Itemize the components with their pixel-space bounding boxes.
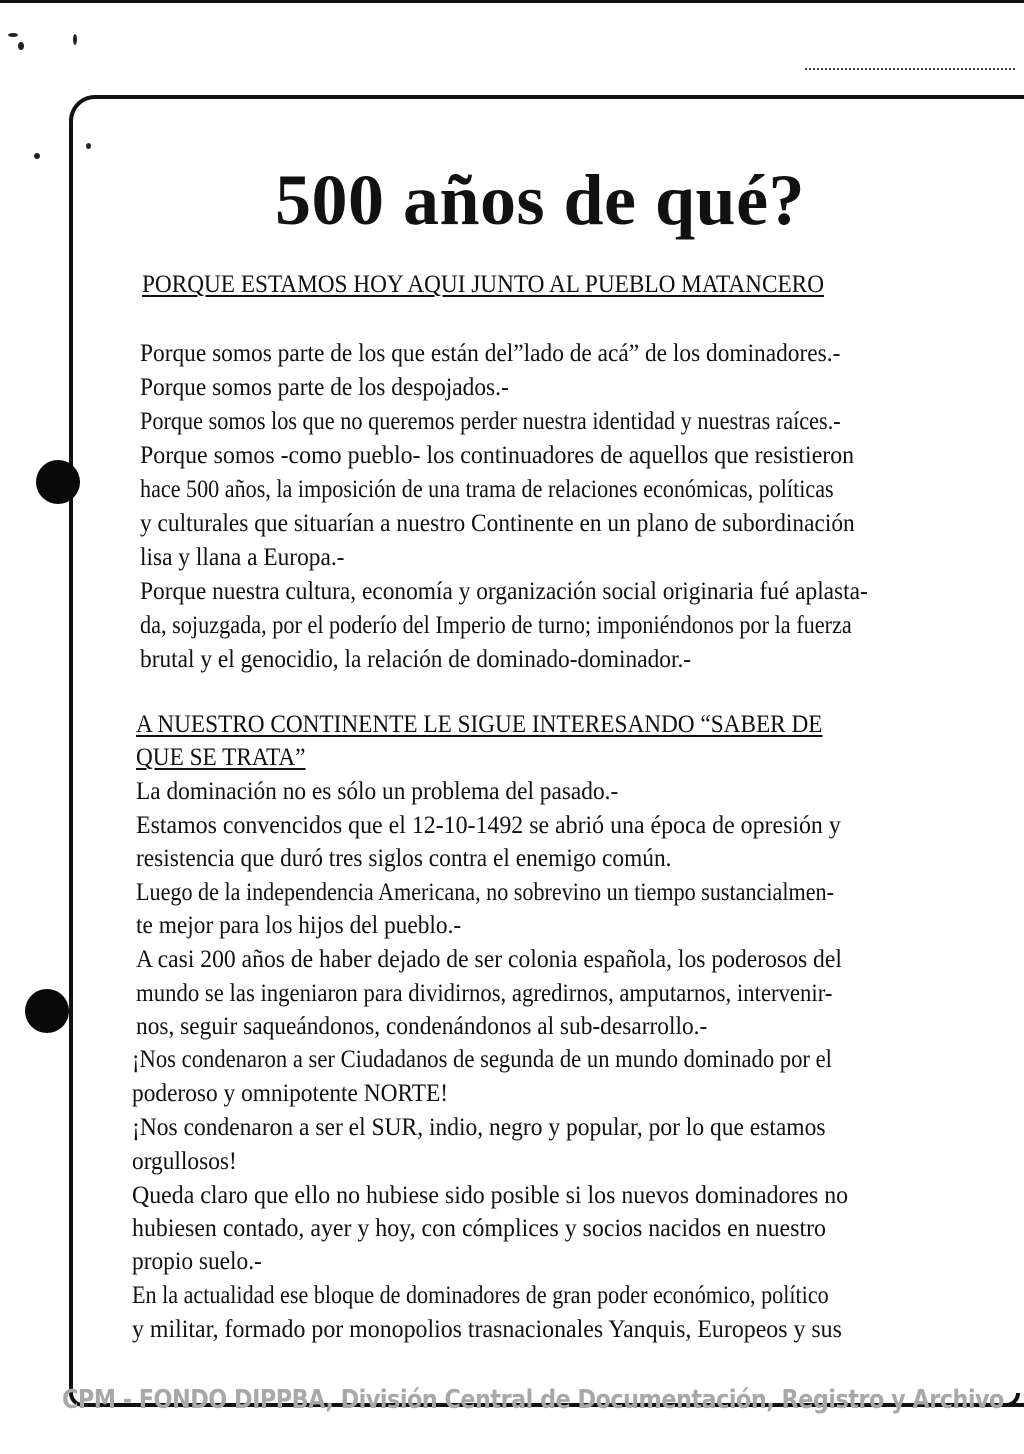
text-line: orgullosos! bbox=[132, 1148, 237, 1175]
text-line: hubiesen contado, ayer y hoy, con cómplices y socios nacidos en nuestro bbox=[132, 1215, 826, 1242]
section-heading: QUE SE TRATA” bbox=[136, 744, 306, 771]
text-line: A casi 200 años de haber dejado de ser colonia española, los poderosos del bbox=[136, 946, 842, 973]
punch-hole bbox=[36, 460, 80, 504]
text-line: mundo se las ingeniaron para dividirnos, agredirnos, amputarnos, intervenir- bbox=[136, 980, 833, 1007]
text-line: brutal y el genocidio, la relación de dominado-dominador.- bbox=[140, 646, 692, 673]
text-line: Porque nuestra cultura, economía y organización social originaria fué aplasta- bbox=[140, 578, 868, 605]
text-line: y culturales que situarían a nuestro Continente en un plano de subordinación bbox=[140, 510, 855, 537]
text-line: ¡Nos condenaron a ser el SUR, indio, negro y popular, por lo que estamos bbox=[132, 1114, 826, 1141]
section-heading: PORQUE ESTAMOS HOY AQUI JUNTO AL PUEBLO MATANCERO bbox=[142, 271, 824, 298]
section-heading: A NUESTRO CONTINENTE LE SIGUE INTERESANDO “SABER DE bbox=[136, 711, 823, 738]
scan-speck bbox=[73, 34, 77, 45]
text-line: Porque somos parte de los que están del”lado de acá” de los dominadores.- bbox=[140, 340, 841, 367]
text-line: da, sojuzgada, por el poderío del Imperio de turno; imponiéndonos por la fuerza bbox=[140, 612, 852, 639]
text-line: Queda claro que ello no hubiese sido posible si los nuevos dominadores no bbox=[132, 1182, 849, 1209]
scan-speck bbox=[18, 42, 24, 50]
text-line: Porque somos los que no queremos perder nuestra identidad y nuestras raíces.- bbox=[140, 408, 841, 435]
scan-noise-line bbox=[805, 68, 1015, 70]
text-line: poderoso y omnipotente NORTE! bbox=[132, 1080, 449, 1107]
text-line: te mejor para los hijos del pueblo.- bbox=[136, 912, 462, 939]
text-line: nos, seguir saqueándonos, condenándonos al sub-desarrollo.- bbox=[136, 1013, 708, 1040]
scan-speck bbox=[8, 33, 18, 37]
text-line: propio suelo.- bbox=[132, 1248, 262, 1275]
text-line: Luego de la independencia Americana, no sobrevino un tiempo sustancialmen- bbox=[136, 879, 834, 906]
punch-hole bbox=[25, 989, 69, 1033]
archive-watermark: CPM - FONDO DIPPBA, División Central de Documentación, Registro y Archivo bbox=[62, 1385, 1004, 1415]
text-line: lisa y llana a Europa.- bbox=[140, 544, 345, 571]
text-line: ¡Nos condenaron a ser Ciudadanos de segunda de un mundo dominado por el bbox=[132, 1046, 832, 1073]
text-line: hace 500 años, la imposición de una trama de relaciones económicas, políticas bbox=[140, 476, 834, 503]
text-line: y militar, formado por monopolios trasnacionales Yanquis, Europeos y sus bbox=[132, 1316, 842, 1343]
text-line: En la actualidad ese bloque de dominadores de gran poder económico, político bbox=[132, 1282, 829, 1309]
document-title: 500 años de qué? bbox=[274, 160, 806, 240]
scan-top-edge bbox=[0, 0, 1024, 3]
text-line: Estamos convencidos que el 12-10-1492 se abrió una época de opresión y bbox=[136, 812, 841, 839]
text-line: Porque somos parte de los despojados.- bbox=[140, 374, 509, 401]
text-line: Porque somos -como pueblo- los continuadores de aquellos que resistieron bbox=[140, 442, 855, 469]
text-line: resistencia que duró tres siglos contra el enemigo común. bbox=[136, 845, 672, 872]
scan-speck bbox=[34, 153, 40, 159]
text-line: La dominación no es sólo un problema del pasado.- bbox=[136, 778, 619, 805]
